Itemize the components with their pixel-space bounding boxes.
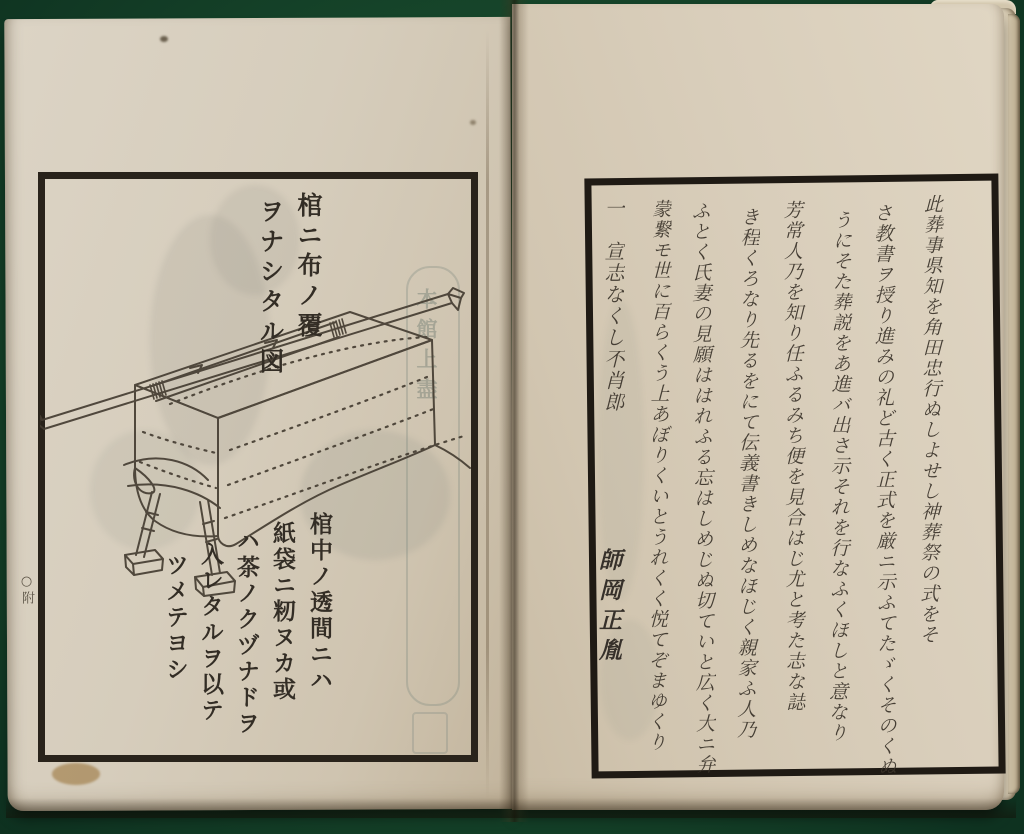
note-column-2: 紙袋ニ籾ヌカ或: [269, 521, 296, 703]
manuscript-column-7: 蒙繋モ世に百らくう上あぼりくいとうれくく悦てぞまゆくり: [644, 198, 672, 753]
manuscript-column-3: うにそた葬説をあ進バ出さ示それを行なふくほしと意なり: [825, 209, 853, 744]
manuscript-column-1: 此葬事県知を角田忠行ぬしよせし神葬祭の式をそ: [916, 193, 944, 646]
signature: 師岡正胤: [595, 548, 622, 668]
manuscript-column-6: ふとく氏妻の見願ははれふる忘はしめじぬ切ていと広く大ニ弁: [688, 200, 716, 776]
illustration-caption-col1: 棺ニ布ノ覆: [294, 192, 323, 342]
manuscript-column-2: さ教書ヲ授り進みの礼ど古く正式を厳ニ示ふてたゞくそのくぬ: [870, 202, 898, 778]
illustration-caption-col2: ヲナシタル図: [256, 198, 285, 378]
page-stack-edge-right-inner: [1008, 14, 1020, 794]
manuscript-column-5: き程くろなり先るをにて伝義書きしめなほじく親家ふ人乃: [734, 206, 760, 741]
note-column-1: 棺中ノ透間ニハ: [306, 512, 333, 694]
note-column-3: ハ茶ノクヅナドヲ: [233, 529, 260, 737]
margin-note: ○附: [19, 574, 34, 606]
carrying-pole: [40, 288, 464, 429]
manuscript-column-4: 芳常人乃を知り任ふるみち便を見合はじ尤と考た志な誌: [780, 199, 806, 713]
note-column-4: 入レタルヲ以テ: [197, 542, 224, 724]
note-column-5: ツメテヨシ: [162, 553, 189, 683]
cloth-drape: [124, 458, 220, 508]
ghost-bleedthrough-text: 本館上盡: [414, 288, 439, 408]
coffin-box: [135, 312, 470, 546]
manuscript-final-column: 一 宣志なくし不肖郎: [601, 198, 625, 413]
